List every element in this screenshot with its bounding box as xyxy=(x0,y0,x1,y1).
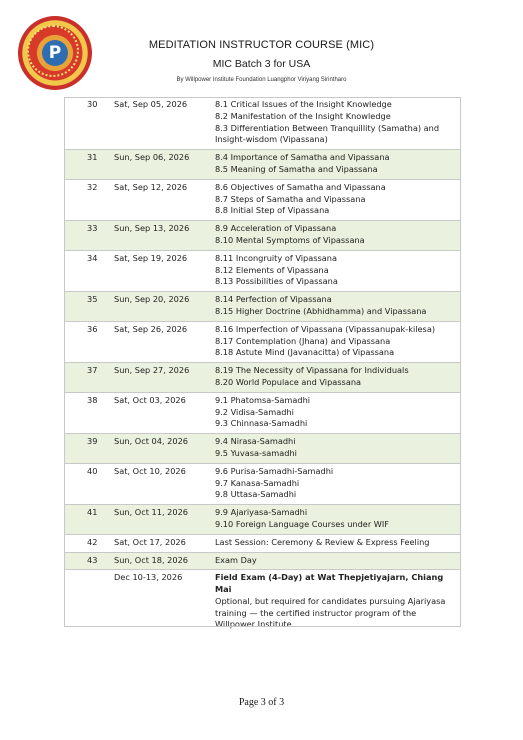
session-number: 31 xyxy=(87,152,98,163)
topic-line: 9.2 Vidisa-Samadhi xyxy=(215,406,294,417)
topic-line: 9.7 Kanasa-Samadhi xyxy=(215,477,300,488)
session-number: 34 xyxy=(87,252,98,263)
topic-line: 8.17 Contemplation (Jhana) and Vipassana xyxy=(215,335,391,346)
topic-line: 9.9 Ajariyasa-Samadhi xyxy=(215,507,308,518)
session-number: 38 xyxy=(87,394,98,405)
table-row xyxy=(64,250,461,291)
topic-line: 8.9 Acceleration of Vipassana xyxy=(215,223,337,234)
session-topics xyxy=(212,97,461,150)
table-row xyxy=(64,552,461,570)
session-number: 32 xyxy=(87,181,98,192)
topic-line: Exam Day xyxy=(215,554,257,565)
logo-emblem: P xyxy=(42,40,68,66)
topic-line: 8.3 Differentiation Between Tranquillity (Samatha) and Insight-wisdom (Vipassana) xyxy=(215,122,440,145)
table-row xyxy=(64,363,461,393)
session-date: Sat, Sep 26, 2026 xyxy=(114,323,188,334)
session-number: 36 xyxy=(87,323,98,334)
session-date: Sat, Sep 05, 2026 xyxy=(114,99,188,109)
topic-line: 8.11 Incongruity of Vipassana xyxy=(215,252,337,263)
topic-line: 8.16 Imperfection of Vipassana (Vipassanupak-kilesa) xyxy=(215,323,436,334)
session-date: Sat, Oct 10, 2026 xyxy=(114,465,186,476)
field-exam-row xyxy=(64,570,461,634)
page-number: Page 3 of 3 xyxy=(238,697,285,708)
field-exam-date: Dec 10-13, 2026 xyxy=(114,572,183,583)
topic-line: Last Session: Ceremony & Review & Express Feeling xyxy=(215,536,430,547)
session-date: Sun, Sep 27, 2026 xyxy=(114,365,190,376)
session-topics xyxy=(212,250,461,291)
topic-line: 8.14 Perfection of Vipassana xyxy=(215,294,332,305)
session-date: Sun, Oct 11, 2026 xyxy=(114,507,188,518)
session-date: Sat, Oct 17, 2026 xyxy=(114,536,186,547)
table-row xyxy=(64,179,461,220)
session-number: 30 xyxy=(87,99,98,109)
field-exam-note: Optional, but required for candidates pursuing Ajariyasa training — the certified instructor program of the Willpower Institute. xyxy=(215,595,446,630)
topic-line: 9.3 Chinnasa-Samadhi xyxy=(215,418,308,429)
topic-line: 8.13 Possibilities of Vipassana xyxy=(215,276,338,287)
topic-line: 8.8 Initial Step of Vipassana xyxy=(215,205,330,216)
topic-line: 8.6 Objectives of Samatha and Vipassana xyxy=(215,181,386,192)
table-row xyxy=(64,534,461,552)
session-topics xyxy=(212,434,461,464)
topic-line: 8.20 World Populace and Vipassana xyxy=(215,376,362,387)
session-topics xyxy=(212,534,461,552)
session-date: Sun, Oct 18, 2026 xyxy=(114,554,188,565)
topic-line: 9.10 Foreign Language Courses under WIF xyxy=(215,518,390,529)
session-date: Sat, Sep 12, 2026 xyxy=(114,181,188,192)
session-topics xyxy=(212,321,461,362)
table-row xyxy=(64,505,461,535)
topic-line: 8.2 Manifestation of the Insight Knowledge xyxy=(215,110,391,121)
table-row xyxy=(64,392,461,433)
session-topics xyxy=(212,292,461,322)
session-date: Sat, Oct 03, 2026 xyxy=(114,394,186,405)
byline: By Willpower Institute Foundation Luangphor Viriyang Sirintharo xyxy=(176,77,347,83)
table-row xyxy=(64,292,461,322)
session-number: 39 xyxy=(87,436,98,447)
table-row xyxy=(64,97,461,150)
table-row xyxy=(64,150,461,180)
session-number: 33 xyxy=(87,223,98,234)
field-exam-details xyxy=(212,570,461,634)
topic-line: 8.4 Importance of Samatha and Vipassana xyxy=(215,152,390,163)
session-date: Sun, Sep 13, 2026 xyxy=(114,223,190,234)
topic-line: 8.15 Higher Doctrine (Abhidhamma) and Vipassana xyxy=(215,305,427,316)
table-row xyxy=(64,321,461,362)
topic-line: 9.1 Phatomsa-Samadhi xyxy=(215,394,311,405)
session-topics xyxy=(212,505,461,535)
table-row xyxy=(64,463,461,504)
table-row xyxy=(64,221,461,251)
table-row xyxy=(64,434,461,464)
topic-line: 8.7 Steps of Samatha and Vipassana xyxy=(215,193,366,204)
topic-line: 9.6 Purisa-Samadhi-Samadhi xyxy=(215,465,334,476)
topic-line: 8.5 Meaning of Samatha and Vipassana xyxy=(215,163,378,174)
topic-line: 8.1 Critical Issues of the Insight Knowledge xyxy=(215,99,392,109)
session-date: Sun, Sep 20, 2026 xyxy=(114,294,190,305)
batch-title: MIC Batch 3 for USA xyxy=(212,58,311,70)
session-topics xyxy=(212,221,461,251)
session-number: 42 xyxy=(87,536,98,547)
session-number: 43 xyxy=(87,554,98,565)
session-number: 35 xyxy=(87,294,98,305)
topic-line: 9.4 Nirasa-Samadhi xyxy=(215,436,296,447)
session-date: Sat, Sep 19, 2026 xyxy=(114,252,188,263)
session-topics xyxy=(212,392,461,433)
topic-line: 9.5 Yuvasa-samadhi xyxy=(215,447,297,458)
topic-line: 8.18 Astute Mind (Javanacitta) of Vipassana xyxy=(215,347,395,358)
topic-line: 8.12 Elements of Vipassana xyxy=(215,264,329,275)
session-date: Sun, Sep 06, 2026 xyxy=(114,152,190,163)
topic-line: 8.19 The Necessity of Vipassana for Individuals xyxy=(215,365,409,376)
topic-line: 9.8 Uttasa-Samadhi xyxy=(215,489,297,500)
session-topics xyxy=(212,552,461,570)
topic-line: 8.10 Mental Symptoms of Vipassana xyxy=(215,234,365,245)
session-topics xyxy=(212,179,461,220)
field-exam-title: Field Exam (4-Day) at Wat Thepjetiyajarn, Chiang Mai xyxy=(215,572,444,595)
session-date: Sun, Oct 04, 2026 xyxy=(114,436,188,447)
session-number: 37 xyxy=(87,365,98,376)
session-number xyxy=(64,570,108,634)
session-number: 41 xyxy=(87,507,98,518)
course-title: MEDITATION INSTRUCTOR COURSE (MIC) xyxy=(148,39,375,51)
schedule-table xyxy=(64,97,461,634)
session-number: 40 xyxy=(87,465,98,476)
session-topics xyxy=(212,363,461,393)
session-topics xyxy=(212,150,461,180)
session-topics xyxy=(212,463,461,504)
